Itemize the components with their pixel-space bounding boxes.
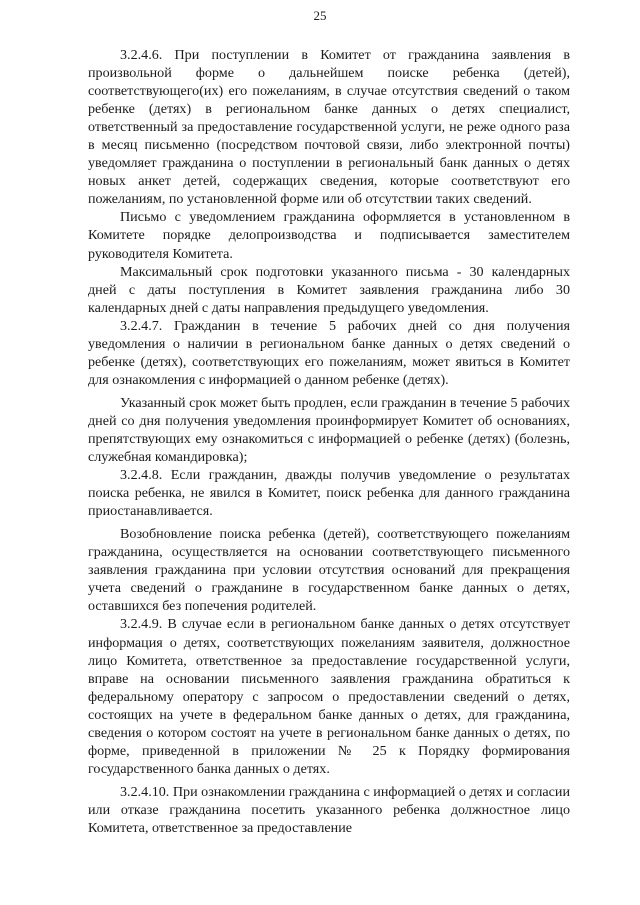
paragraph-term-extension: Указанный срок может быть продлен, если гражданин в течение 5 рабочих дней со дня получения уведомления проинформирует Комитет об основаниях, препятствующих ему ознакомиться с информацией о ребенке (детях) (болезнь, служебная командировка); xyxy=(88,394,570,466)
paragraph-3-2-4-7: 3.2.4.7. Гражданин в течение 5 рабочих дней со дня получения уведомления о наличии в региональном банке данных о детях сведений о ребенке (детях), соответствующих его пожеланиям, может явиться в Комитет для ознакомления с информацией о данном ребенке (детях). xyxy=(88,317,570,388)
paragraph-3-2-4-10: 3.2.4.10. При ознакомлении гражданина с информацией о детях и согласии или отказе гражданина посетить указанного ребенка должностное лицо Комитета, ответственное за предоставление xyxy=(88,783,570,836)
paragraph-3-2-4-8: 3.2.4.8. Если гражданин, дважды получив уведомление о результатах поиска ребенка, не явился в Комитет, поиск ребенка для данного гражданина приостанавливается. xyxy=(88,467,570,520)
paragraph-max-term: Максимальный срок подготовки указанного письма - 30 календарных дней с даты поступления в Комитет заявления гражданина либо 30 календарных дней с даты направления предыдущего уведомления. xyxy=(88,263,570,316)
paragraph-3-2-4-6: 3.2.4.6. При поступлении в Комитет от гражданина заявления в произвольной форме о дальнейшем поиске ребенка (детей), соответствующего(их) его пожеланиям, в случае отсутствия сведений о таком ребенке (детях) в региональном банке данных о детях специалист, ответственный за предоставление государственной услуги, не реже одного раза в месяц письменно (посредством почтовой связи, либо электронной почты) уведомляет гражданина о поступлении в региональный банк данных о детях новых анкет детей, содержащих сведения, которые соответствуют его пожеланиям, по установленной форме или об отсутствии таких сведений. xyxy=(88,47,570,208)
document-body xyxy=(88,46,570,837)
paragraph-search-resumption: Возобновление поиска ребенка (детей), соответствующего пожеланиям гражданина, осуществляется на основании соответствующего письменного заявления гражданина при условии отсутствия оснований для прекращения учета сведений о гражданине в государственном банке данных о детях, оставшихся без попечения родителей. xyxy=(88,526,570,615)
page-number: 25 xyxy=(313,8,327,23)
paragraph-3-2-4-9: 3.2.4.9. В случае если в региональном банке данных о детях отсутствует информация о детях, соответствующих пожеланиям заявителя, должностное лицо Комитета, ответственное за предоставление государственной услуги, вправе на основании письменного заявления гражданина обратиться к федеральному оператору с запросом о предоставлении сведений о детях, состоящих на учете в федеральном банке данных о детях, для гражданина, сведения о котором состоят на учете в региональном банке данных о детях, по форме, приведенной в приложении № 25 к Порядку формирования государственного банка данных о детях. xyxy=(88,616,570,777)
paragraph-notification-letter: Письмо с уведомлением гражданина оформляется в установленном в Комитете порядке делопроизводства и подписывается заместителем руководителя Комитета. xyxy=(88,209,570,262)
